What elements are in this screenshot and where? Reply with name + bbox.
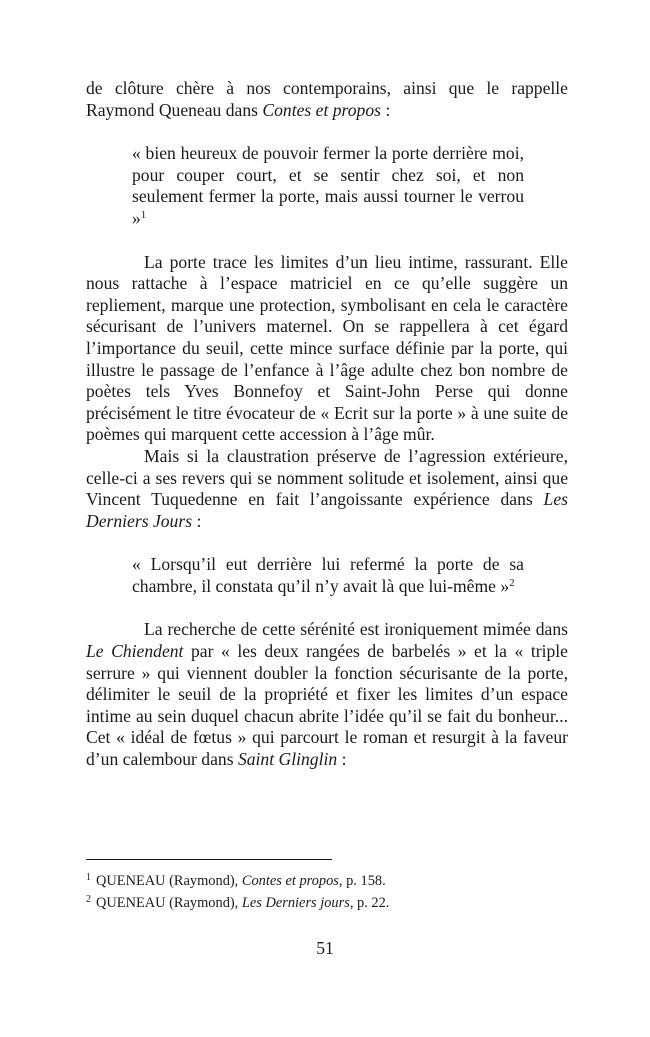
paragraph-serenite: La recherche de cette sérénité est ironiquement mimée dans Le Chiendent par « les deux rangées de barbelés » et la « triple serrure » qui viennent doubler la fonction sécurisante de la porte, délimiter le seuil de la propriété et fixer les limites d’un espace intime au sein duquel chacun abrite l’idée qu’il se fait du bonheur... Cet « idéal de fœtus » qui parcourt le roman et resurgit à la faveur d’un calembour dans Saint Glinglin : (86, 619, 568, 770)
footnote-reference-2: 2 (509, 576, 515, 589)
book-title: Contes et propos (262, 99, 381, 120)
block-quote-1: « bien heureux de pouvoir fermer la porte derrière moi, pour couper court, et se sentir chez soi, et non seulement fermer la porte, mais aussi tourner le verrou »$^1$ (132, 143, 524, 228)
paragraph-porte: La porte trace les limites d’un lieu intime, rassurant. Elle nous rattache à l’espace matriciel en ce qu’elle suggère un repliement, marque une protection, symbolisant en cela le caractère sécurisant de l’univers maternel. On se rappellera à cet égard l’importance du seuil, cette mince surface définie par la porte, qui illustre le passage de l’enfance à l’âge adulte chez bon nombre de poètes tels Yves Bonnefoy et Saint-John Perse qui donne précisément le titre évocateur de « Ecrit sur la porte » à une suite de poèmes qui marquent cette accession à l’âge mûr. (86, 251, 568, 445)
book-title: Le Chiendent (86, 641, 184, 662)
footnote-divider (86, 859, 332, 860)
footnotes (86, 870, 568, 914)
footnote-reference-1: 1 (140, 208, 147, 221)
block-quote-2: « Lorsqu’il eut derrière lui refermé la porte de sa chambre, il constata qu’il n’y avait là que lui-même »$^2$ (132, 554, 524, 596)
book-title: Saint Glinglin (237, 749, 338, 770)
paragraph-claustration: Mais si la claustration préserve de l’agression extérieure, celle-ci a ses revers qui se nomment solitude et isolement, ainsi que Vincent Tuquedenne en fait l’angoissante expérience dans Les Derniers Jours : (86, 445, 568, 531)
page-number: 51 (316, 938, 334, 958)
footnote-2: $^2$ QUENEAU (Raymond), Les Derniers jours, p. 22. (86, 894, 390, 911)
footnote-1: $^1$ QUENEAU (Raymond), Contes et propos, p. 158. (86, 872, 386, 889)
book-title: Les Derniers Jours (86, 489, 568, 531)
paragraph-opening: de clôture chère à nos contemporains, ainsi que le rappelle Raymond Queneau dans Contes et propos : (86, 78, 568, 120)
page-body (86, 78, 568, 771)
